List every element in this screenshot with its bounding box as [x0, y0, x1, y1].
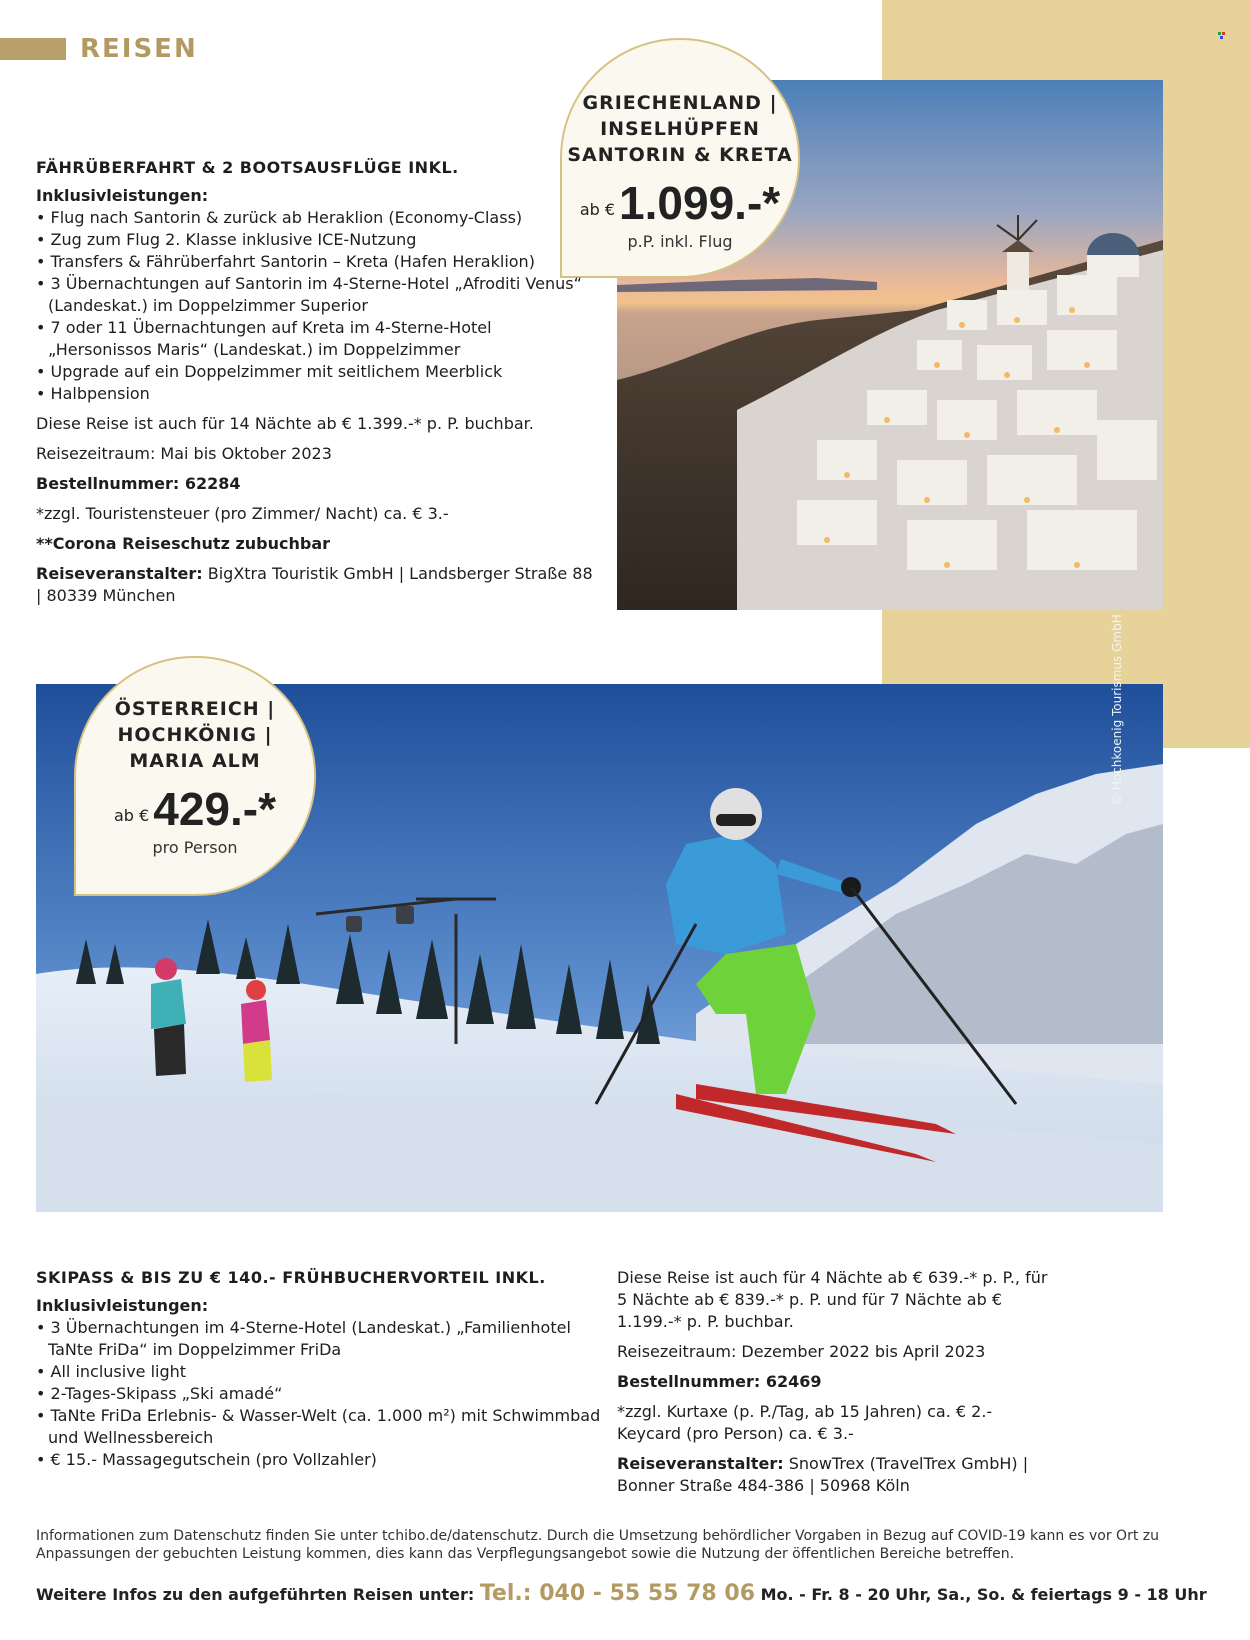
austria-headline: SKIPASS & BIS ZU € 140.- FRÜHBUCHERVORTEIL INKL.	[36, 1268, 546, 1287]
austria-badge-title-line-1: ÖSTERREICH |	[114, 698, 276, 720]
list-item: • 7 oder 11 Übernachtungen auf Kreta im 4-Sterne-Hotel „Hersonissos Maris“ (Landeskat.) im Doppelzimmer	[36, 317, 596, 361]
list-item: • 3 Übernachtungen im 4-Sterne-Hotel (Landeskat.) „Familienhotel TaNte FriDa“ im Doppelzimmer FriDa	[36, 1317, 606, 1361]
list-item: • Transfers & Fährüberfahrt Santorin – Kreta (Hafen Heraklion)	[36, 251, 596, 273]
greece-badge-title-line-3: SANTORIN & KRETA	[567, 144, 793, 166]
photo-credit	[1107, 614, 1147, 810]
greece-price-note: p.P. inkl. Flug	[627, 232, 733, 251]
greece-tax-note: *zzgl. Touristensteuer (pro Zimmer/ Nacht) ca. € 3.-	[36, 504, 449, 523]
greece-price-badge	[560, 38, 800, 278]
section-title: REISEN	[80, 34, 198, 64]
footer-contact-prefix: Weitere Infos zu den aufgeführten Reisen unter:	[36, 1585, 475, 1604]
greece-headline: FÄHRÜBERFAHRT & 2 BOOTSAUSFLÜGE INKL.	[36, 158, 459, 177]
austria-inclusions-label: Inklusivleistungen:	[36, 1296, 209, 1315]
austria-price-row	[76, 784, 314, 834]
greece-travel-period: Reisezeitraum: Mai bis Oktober 2023	[36, 444, 332, 463]
footer-hours: Mo. - Fr. 8 - 20 Uhr, Sa., So. & feiertags 9 - 18 Uhr	[760, 1585, 1207, 1604]
greece-price-row	[562, 178, 798, 228]
list-item: • 3 Übernachtungen auf Santorin im 4-Sterne-Hotel „Afroditi Venus“ (Landeskat.) im Doppelzimmer Superior	[36, 273, 596, 317]
greece-price: 1.099.-*	[619, 177, 781, 229]
austria-badge-title-line-2: HOCHKÖNIG |	[117, 724, 273, 746]
list-item: • All inclusive light	[36, 1361, 606, 1383]
austria-price-prefix: ab €	[114, 806, 150, 825]
brand-dots-icon	[1218, 32, 1228, 40]
greece-badge-title-line-2: INSELHÜPFEN	[600, 118, 760, 140]
greece-inclusions-label: Inklusivleistungen:	[36, 186, 209, 205]
greece-offer-details	[36, 157, 596, 607]
austria-extra-nights: Diese Reise ist auch für 4 Nächte ab € 639.-* p. P., für 5 Nächte ab € 839.-* p. P. und für 7 Nächte ab € 1.199.-* p. P. buchbar.	[617, 1268, 1048, 1331]
austria-organizer	[617, 1453, 1057, 1497]
footer-contact	[36, 1581, 1216, 1606]
header-accent-bar	[0, 38, 66, 60]
austria-offer-terms	[617, 1267, 1057, 1497]
photo-credit-text: © Hochkoenig Tourismus GmbH	[1110, 614, 1124, 806]
austria-tax-note: *zzgl. Kurtaxe (p. P./Tag, ab 15 Jahren) ca. € 2.- Keycard (pro Person) ca. € 3.-	[617, 1402, 993, 1443]
austria-offer-details	[36, 1267, 606, 1471]
greece-organizer-value: BigXtra Touristik GmbH | Landsberger Straße 88 | 80339 München	[36, 564, 593, 605]
greece-order-number: Bestellnummer: 62284	[36, 474, 241, 493]
list-item: • Flug nach Santorin & zurück ab Heraklion (Economy-Class)	[36, 207, 596, 229]
austria-organizer-label: Reiseveranstalter:	[617, 1454, 784, 1473]
list-item: • Halbpension	[36, 383, 596, 405]
footer-privacy-note: Informationen zum Datenschutz finden Sie unter tchibo.de/datenschutz. Durch die Umsetzung behördlicher Vorgaben in Bezug auf COVID-19 kann es vor Ort zu Anpassungen der gebuchten Leistung kommen, dies kann das Verpflegungsangebot sowie die Nutzung der öffentlichen Bereiche betreffen.	[36, 1528, 1159, 1562]
list-item: • € 15.- Massagegutschein (pro Vollzahler)	[36, 1449, 606, 1471]
greece-extra-nights: Diese Reise ist auch für 14 Nächte ab € 1.399.-* p. P. buchbar.	[36, 414, 534, 433]
austria-price: 429.-*	[153, 783, 276, 835]
greece-price-prefix: ab €	[579, 200, 616, 219]
list-item: • Zug zum Flug 2. Klasse inklusive ICE-Nutzung	[36, 229, 596, 251]
greece-corona-note: **Corona Reiseschutz zubuchbar	[36, 534, 331, 553]
list-item: • TaNte FriDa Erlebnis- & Wasser-Welt (ca. 1.000 m²) mit Schwimmbad und Wellnessbereich	[36, 1405, 606, 1449]
austria-price-note: pro Person	[152, 838, 238, 857]
greece-inclusions-list	[36, 207, 596, 405]
austria-travel-period: Reisezeitraum: Dezember 2022 bis April 2023	[617, 1342, 986, 1361]
austria-price-badge	[74, 656, 316, 896]
greece-badge-title-line-1: GRIECHENLAND |	[582, 92, 778, 114]
austria-organizer-value: SnowTrex (TravelTrex GmbH) | Bonner Straße 484-386 | 50968 Köln	[617, 1454, 1029, 1495]
austria-order-number: Bestellnummer: 62469	[617, 1372, 822, 1391]
greece-organizer-label: Reiseveranstalter:	[36, 564, 203, 583]
list-item: • 2-Tages-Skipass „Ski amadé“	[36, 1383, 606, 1405]
footer-phone[interactable]: Tel.: 040 - 55 55 78 06	[479, 1581, 756, 1606]
greece-organizer	[36, 563, 596, 607]
austria-badge-title-line-3: MARIA ALM	[129, 750, 261, 772]
austria-inclusions-list	[36, 1317, 606, 1471]
list-item: • Upgrade auf ein Doppelzimmer mit seitlichem Meerblick	[36, 361, 596, 383]
